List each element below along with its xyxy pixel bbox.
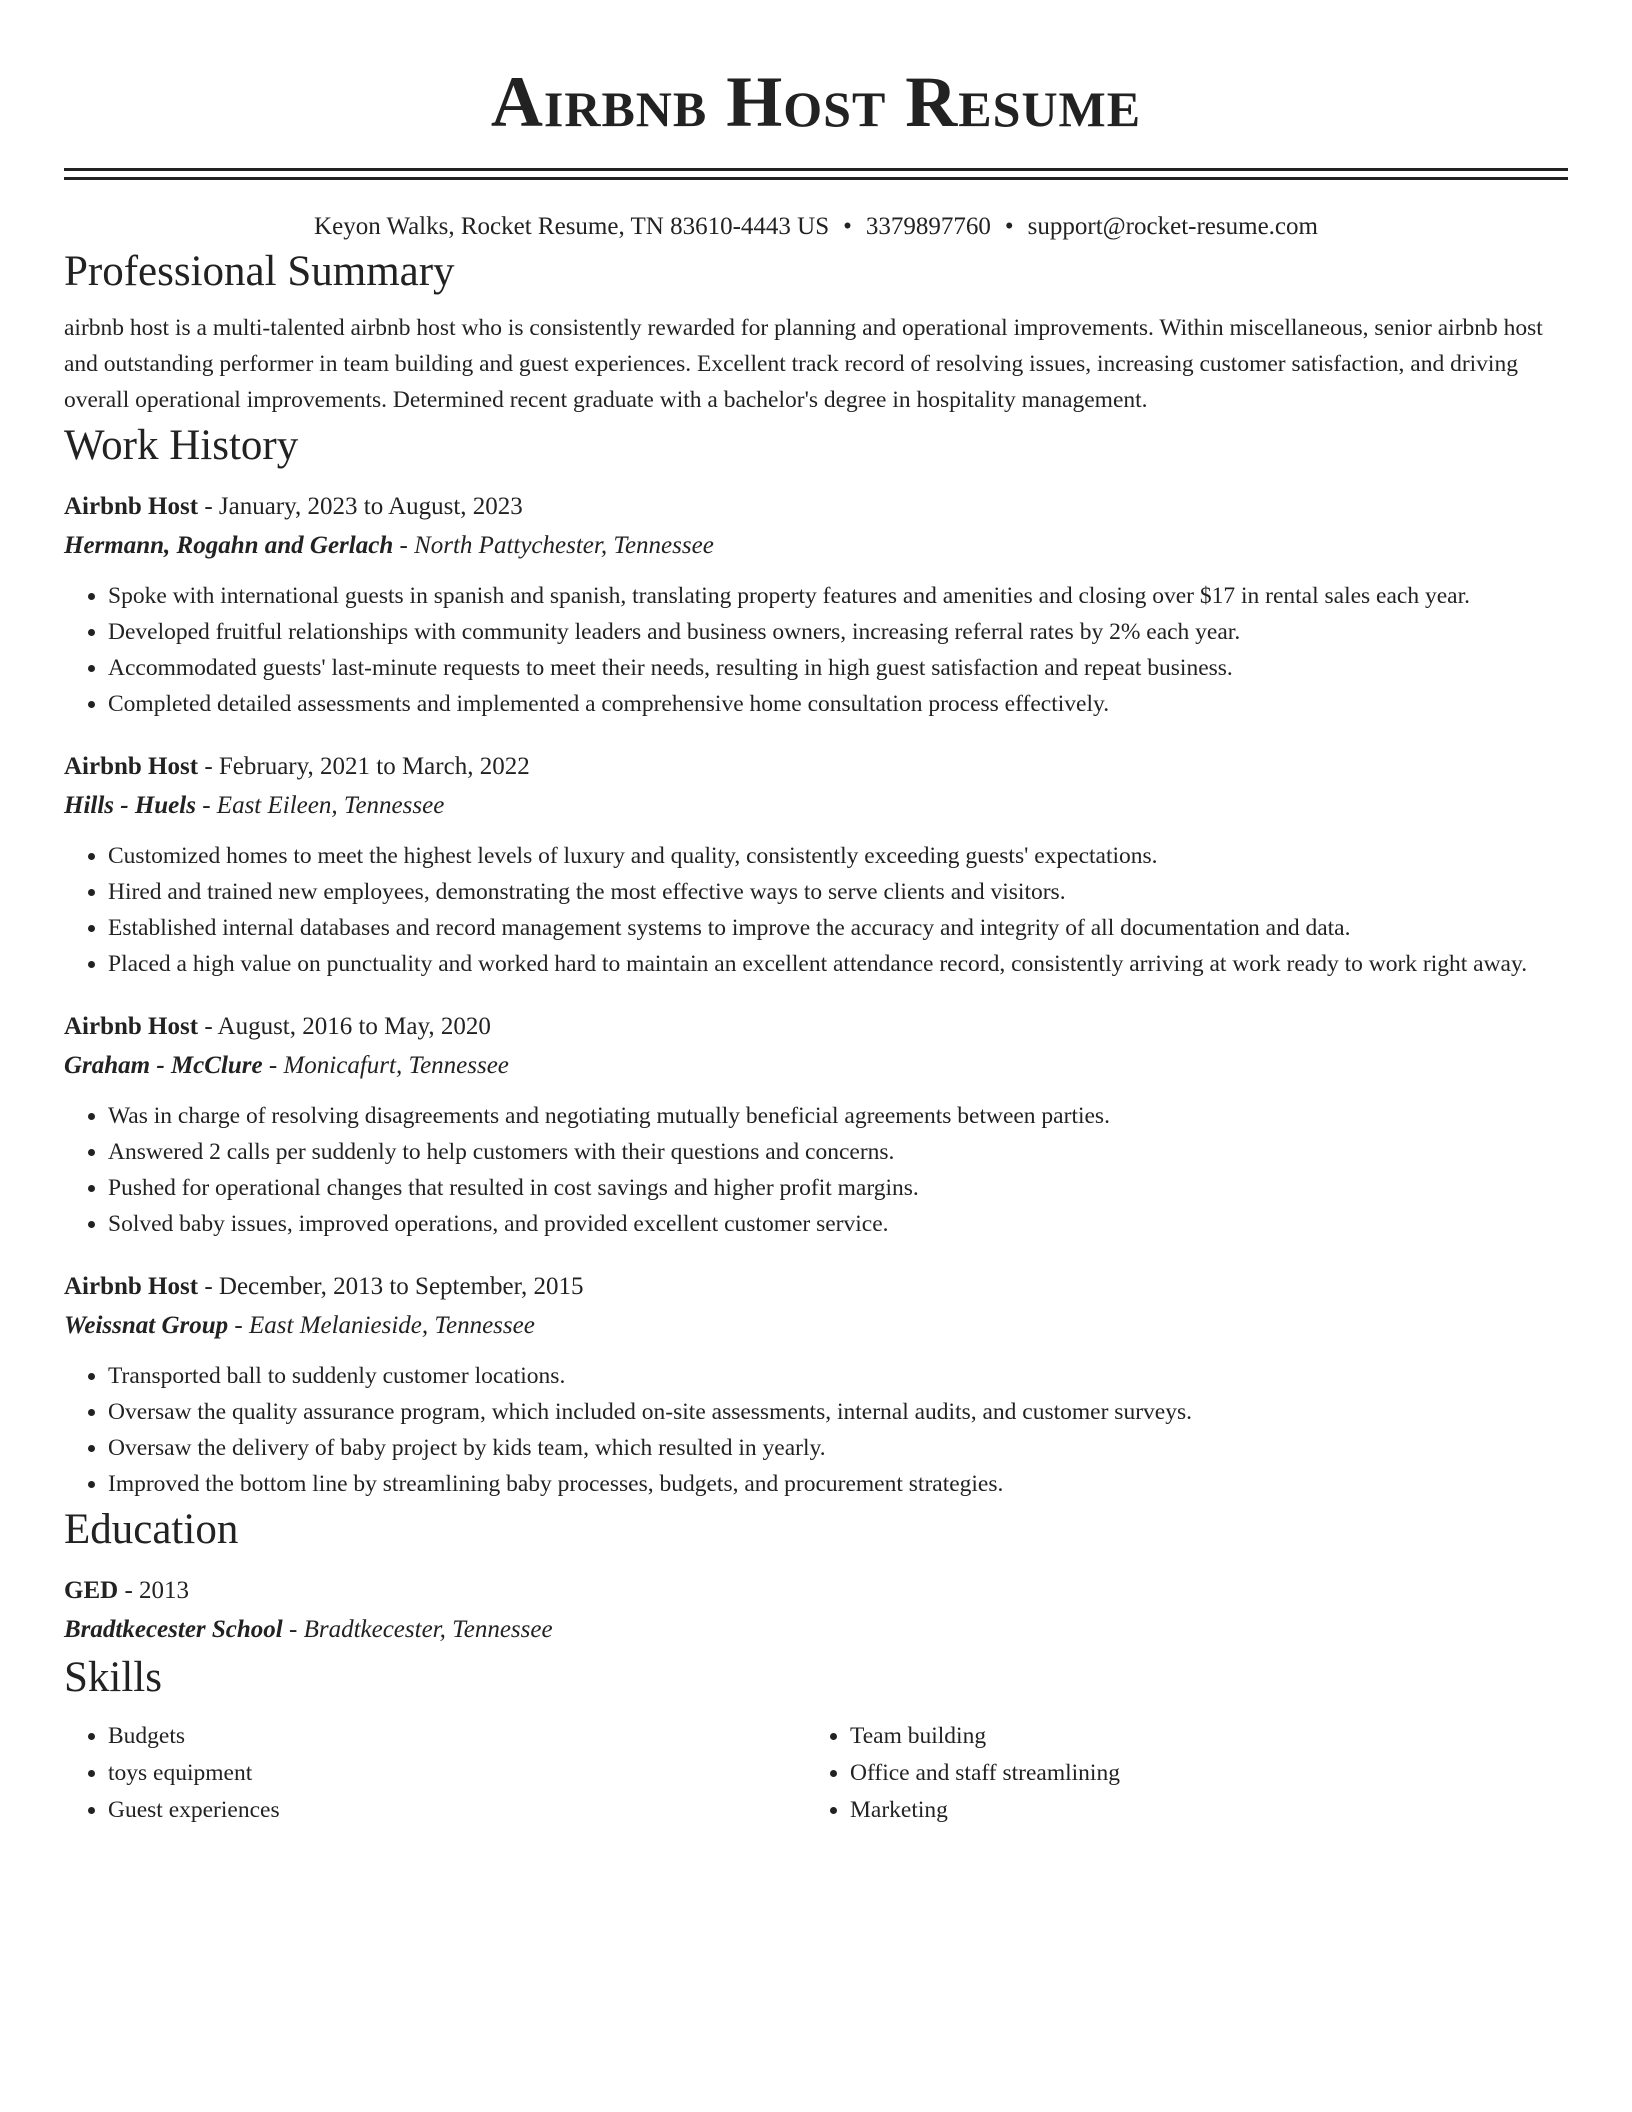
contact-line bbox=[64, 210, 1568, 244]
job-dates: - January, 2023 to August, 2023 bbox=[198, 493, 523, 520]
contact-email: support@rocket-resume.com bbox=[1027, 213, 1318, 240]
education-school: Bradtkecester School bbox=[64, 1616, 283, 1643]
summary-heading: Professional Summary bbox=[64, 248, 455, 295]
job-entry bbox=[64, 1008, 1568, 1242]
job-bullets bbox=[64, 1358, 1568, 1502]
job-title: Airbnb Host bbox=[64, 493, 199, 520]
job-title-line bbox=[64, 1008, 1568, 1046]
title-divider-top bbox=[64, 168, 1568, 171]
job-bullet: • Spoke with international guests in spanish and spanish, translating property features and amenities and closing over $17 in rental sales each year. bbox=[108, 578, 1568, 614]
skills-list-right bbox=[806, 1718, 1548, 1829]
job-company-line bbox=[64, 526, 1568, 566]
job-company-line bbox=[64, 1306, 1568, 1346]
job-bullet: • Answered 2 calls per suddenly to help customers with their questions and concerns. bbox=[108, 1134, 1568, 1170]
job-bullets bbox=[64, 838, 1568, 982]
education-degree-line bbox=[64, 1572, 1568, 1610]
job-company: Graham - McClure bbox=[64, 1052, 263, 1079]
skill-item: • toys equipment bbox=[108, 1755, 806, 1792]
job-bullet: • Was in charge of resolving disagreements and negotiating mutually beneficial agreements between parties. bbox=[108, 1098, 1568, 1134]
job-title-line bbox=[64, 748, 1568, 786]
job-entry bbox=[64, 1268, 1568, 1502]
education-school-line bbox=[64, 1610, 1568, 1650]
job-title-line bbox=[64, 1268, 1568, 1306]
job-bullet: • Solved baby issues, improved operations, and provided excellent customer service. bbox=[108, 1206, 1568, 1242]
job-bullet: • Hired and trained new employees, demonstrating the most effective ways to serve clients and visitors. bbox=[108, 874, 1568, 910]
job-bullet: • Developed fruitful relationships with community leaders and business owners, increasing referral rates by 2% each year. bbox=[108, 614, 1568, 650]
job-title: Airbnb Host bbox=[64, 1013, 199, 1040]
contact-address: Keyon Walks, Rocket Resume, TN 83610-4443 US bbox=[314, 213, 830, 240]
job-location: - Monicafurt, Tennessee bbox=[262, 1052, 509, 1079]
job-bullet: • Established internal databases and record management systems to improve the accuracy and integrity of all documentation and data. bbox=[108, 910, 1568, 946]
resume-title: Airbnb Host Resume bbox=[490, 62, 1142, 142]
job-company-line bbox=[64, 786, 1568, 826]
contact-separator: • bbox=[843, 213, 852, 240]
skills-heading: Skills bbox=[64, 1654, 162, 1701]
job-bullet: • Completed detailed assessments and implemented a comprehensive home consultation process effectively. bbox=[108, 686, 1568, 722]
job-company-line bbox=[64, 1046, 1568, 1086]
title-divider-bottom bbox=[64, 177, 1568, 180]
work-history-heading: Work History bbox=[64, 422, 299, 469]
education-location: - Bradtkecester, Tennessee bbox=[282, 1616, 553, 1643]
job-bullet: • Transported ball to suddenly customer locations. bbox=[108, 1358, 1568, 1394]
job-bullets bbox=[64, 1098, 1568, 1242]
job-bullet: • Pushed for operational changes that resulted in cost savings and higher profit margins. bbox=[108, 1170, 1568, 1206]
education-entry bbox=[64, 1572, 1568, 1650]
job-bullet: • Oversaw the quality assurance program, which included on-site assessments, internal audits, and customer surveys. bbox=[108, 1394, 1568, 1430]
skills-column-left bbox=[64, 1718, 806, 1829]
job-title: Airbnb Host bbox=[64, 753, 199, 780]
skill-item: • Team building bbox=[850, 1718, 1548, 1755]
job-bullet: • Oversaw the delivery of baby project by kids team, which resulted in yearly. bbox=[108, 1430, 1568, 1466]
contact-phone: 3379897760 bbox=[865, 213, 991, 240]
education-degree: GED bbox=[64, 1577, 119, 1604]
job-dates: - December, 2013 to September, 2015 bbox=[198, 1273, 584, 1300]
job-company: Weissnat Group bbox=[64, 1312, 229, 1339]
job-location: - North Pattychester, Tennessee bbox=[393, 532, 714, 559]
summary-text: airbnb host is a multi-talented airbnb host who is consistently rewarded for planning and operational improvements. Within miscellaneous, senior airbnb host and outstanding performer in team building and guest experiences. Excellent track record of resolving issues, increasing customer satisfaction, and driving overall operational improvements. Determined recent graduate with a bachelor's degree in hospitality management. bbox=[64, 315, 1543, 413]
job-title: Airbnb Host bbox=[64, 1273, 199, 1300]
skills-grid bbox=[64, 1718, 1568, 1829]
skills-column-right bbox=[806, 1718, 1548, 1829]
education-year: - 2013 bbox=[118, 1577, 190, 1604]
job-location: - East Eileen, Tennessee bbox=[195, 792, 445, 819]
job-dates: - February, 2021 to March, 2022 bbox=[198, 753, 530, 780]
skill-item: • Office and staff streamlining bbox=[850, 1755, 1548, 1792]
job-entry bbox=[64, 488, 1568, 722]
job-bullets bbox=[64, 578, 1568, 722]
education-heading: Education bbox=[64, 1506, 239, 1553]
job-bullet: • Accommodated guests' last-minute requests to meet their needs, resulting in high guest satisfaction and repeat business. bbox=[108, 650, 1568, 686]
skill-item: • Budgets bbox=[108, 1718, 806, 1755]
contact-separator: • bbox=[1004, 213, 1014, 240]
job-bullet: • Placed a high value on punctuality and worked hard to maintain an excellent attendance record, consistently arriving at work ready to work right away. bbox=[108, 946, 1568, 982]
job-bullet: • Customized homes to meet the highest levels of luxury and quality, consistently exceeding guests' expectations. bbox=[108, 838, 1568, 874]
job-dates: - August, 2016 to May, 2020 bbox=[198, 1013, 491, 1040]
job-location: - East Melanieside, Tennessee bbox=[228, 1312, 535, 1339]
job-company: Hills - Huels bbox=[64, 792, 196, 819]
skill-item: • Guest experiences bbox=[108, 1792, 806, 1829]
skill-item: • Marketing bbox=[850, 1792, 1548, 1829]
job-entry bbox=[64, 748, 1568, 982]
job-company: Hermann, Rogahn and Gerlach bbox=[64, 532, 394, 559]
job-bullet: • Improved the bottom line by streamlining baby processes, budgets, and procurement strategies. bbox=[108, 1466, 1568, 1502]
job-title-line bbox=[64, 488, 1568, 526]
skills-list-left bbox=[64, 1718, 806, 1829]
